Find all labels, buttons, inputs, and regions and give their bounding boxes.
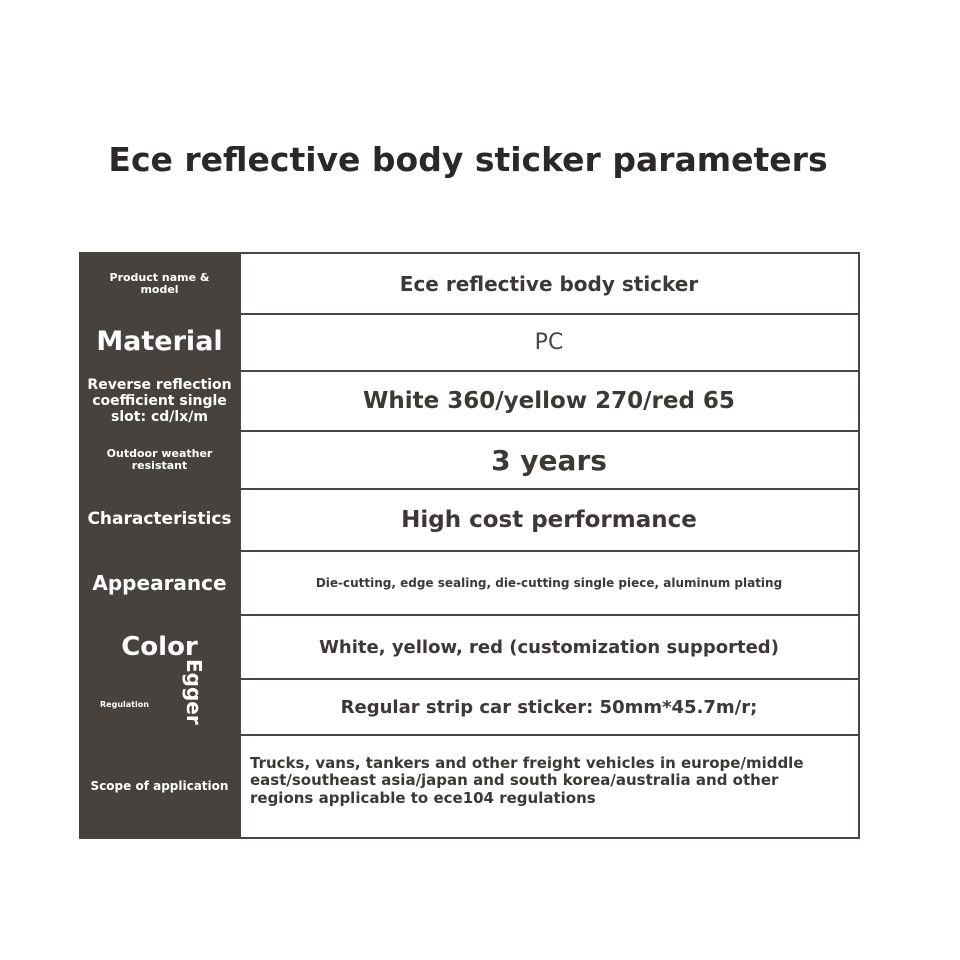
- row-label-product: Product name & model: [109, 270, 210, 296]
- row-label-material: Material: [96, 326, 223, 358]
- row-value-color: White, yellow, red (customization supported): [319, 636, 779, 658]
- table-row: [79, 371, 858, 431]
- regulation-overlay-text: Regulation: [100, 700, 149, 709]
- row-label-characteristics: Characteristics: [87, 509, 232, 530]
- row-value-reflection: White 360/yellow 270/red 65: [363, 388, 735, 414]
- row-value-weather: 3 years: [491, 443, 607, 477]
- row-label-reflection: Reverse reflection coefficient single slot: cd/lx/m: [87, 376, 232, 426]
- row-value-characteristics: High cost performance: [401, 507, 697, 533]
- row-value-regulation: Regular strip car sticker: 50mm*45.7m/r;: [340, 696, 758, 718]
- row-value-appearance: Die-cutting, edge sealing, die-cutting single piece, aluminum plating: [315, 576, 783, 590]
- table-row: [79, 551, 858, 615]
- row-label-color: Color: [121, 632, 198, 662]
- table-row: [79, 254, 858, 314]
- page-title: Ece reflective body sticker parameters: [108, 140, 828, 179]
- parameters-table: [79, 252, 860, 839]
- table-row: [79, 431, 858, 489]
- row-value-material: PC: [534, 330, 564, 355]
- row-value-product: Ece reflective body sticker: [399, 272, 699, 296]
- row-label-weather: Outdoor weather resistant: [106, 446, 213, 472]
- egger-overlay-text: Egger: [182, 659, 206, 725]
- table-row: [79, 489, 858, 551]
- table-row: [79, 314, 858, 371]
- row-value-scope: Trucks, vans, tankers and other freight vehicles in europe/middle east/southeast asia/japan and south korea/australia and other regions applicable to ece104 regulations: [250, 754, 804, 807]
- row-label-scope: Scope of application: [90, 779, 229, 794]
- table-row: [79, 735, 858, 839]
- row-label-appearance: Appearance: [92, 570, 227, 595]
